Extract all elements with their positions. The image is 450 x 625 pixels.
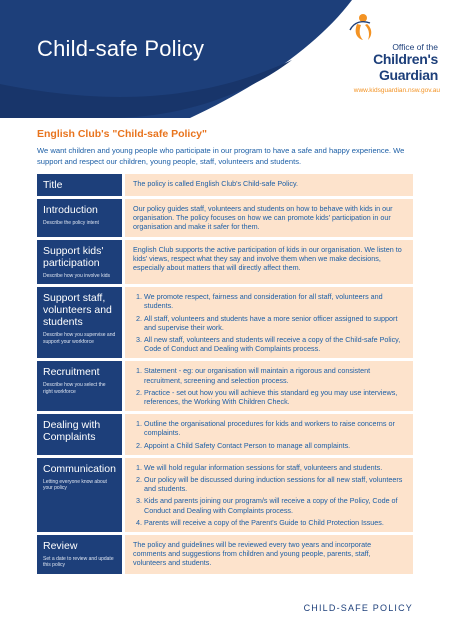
row-subtitle: Describe the policy intent bbox=[43, 220, 99, 226]
policy-row bbox=[37, 535, 413, 574]
logo-text-office: Office of the bbox=[392, 42, 438, 52]
row-content-cell bbox=[125, 535, 413, 574]
row-subtitle: Describe how you involve kids bbox=[43, 272, 110, 279]
row-title: Recruitment bbox=[43, 366, 100, 379]
logo-text-childrens: Children's bbox=[373, 51, 438, 67]
row-text: Our policy guides staff, volunteers and students on how to behave with kids in our organisation. The policy focuses on how we can promote kids' participation in our organisation and make it safer for them. bbox=[133, 204, 393, 232]
row-text: English Club supports the active participation of kids in our organisation. We listen to kids' views, respect what they say and involve them when we make decisions, especially about matters that will directly affect them. bbox=[133, 244, 402, 273]
row-subtitle: Describe how you supervise and support your workforce bbox=[43, 332, 116, 345]
row-content-cell bbox=[125, 287, 413, 358]
row-subtitle: Letting everyone know about your policy bbox=[43, 478, 107, 492]
row-list bbox=[133, 419, 405, 450]
policy-row bbox=[37, 199, 413, 237]
policy-row bbox=[37, 361, 413, 411]
row-label-cell bbox=[37, 287, 122, 358]
list-item: 2. All staff, volunteers and students have a more senior officer assigned to support and supervise their work. bbox=[144, 314, 405, 332]
policy-intro-text: We want children and young people who participate in our program to have a safe and happy experience. We support and respect our children, young people, staff, volunteers and students. bbox=[37, 146, 405, 166]
policy-row bbox=[37, 287, 413, 358]
row-subtitle: Describe how you select the right workforce bbox=[43, 382, 106, 395]
row-title: Support staff, volunteers and students bbox=[43, 292, 112, 329]
row-label-cell bbox=[37, 535, 122, 574]
list-item: 1. Statement - eg: our organisation will maintain a rigorous and consistent recruitment, screening and selection process. bbox=[144, 366, 405, 384]
row-list bbox=[133, 463, 405, 527]
row-content-cell bbox=[125, 458, 413, 532]
row-label-cell bbox=[37, 199, 122, 237]
row-content-cell bbox=[125, 361, 413, 411]
row-title: Introduction bbox=[43, 204, 98, 216]
row-label-cell bbox=[37, 240, 122, 285]
page-title: Child-safe Policy bbox=[37, 36, 205, 61]
row-title: Dealing with Complaints bbox=[43, 419, 101, 444]
list-item: 3. Kids and parents joining our program/s will receive a copy of the Policy, Code of Conduct and Dealing with Complaints process. bbox=[144, 496, 405, 514]
list-item: 2. Practice - set out how you will achieve this standard eg you may use interviews, references, the Working With Children Check. bbox=[144, 388, 405, 406]
row-list bbox=[133, 366, 405, 406]
row-title: Support kids' participation bbox=[43, 244, 104, 269]
row-label-cell bbox=[37, 361, 122, 411]
row-text: The policy is called English Club's Child-safe Policy. bbox=[133, 179, 299, 188]
child-figure-logo-icon bbox=[346, 12, 382, 42]
policy-row bbox=[37, 174, 413, 196]
row-subtitle: Set a date to review and update this policy bbox=[43, 555, 114, 569]
row-content-cell bbox=[125, 414, 413, 455]
policy-row bbox=[37, 458, 413, 532]
row-content-cell bbox=[125, 174, 413, 196]
office-of-childrens-guardian-logo bbox=[346, 12, 446, 92]
list-item: 1. We promote respect, fairness and consideration for all staff, volunteers and students. bbox=[144, 292, 405, 310]
row-title: Title bbox=[43, 179, 63, 191]
row-text: The policy and guidelines will be reviewed every two years and incorporate comments and suggestions from children and young people, parents, staff, volunteers and students. bbox=[133, 539, 372, 568]
policy-heading: English Club's "Child-safe Policy" bbox=[37, 128, 207, 140]
row-label-cell bbox=[37, 174, 122, 196]
footer-label: CHILD-SAFE POLICY bbox=[303, 603, 413, 613]
row-title: Review bbox=[43, 539, 78, 552]
list-item: 1. We will hold regular information sessions for staff, volunteers and students. bbox=[144, 463, 405, 472]
website-link[interactable]: www.kidsguardian.nsw.gov.au bbox=[353, 87, 440, 94]
list-item: 1. Outline the organisational procedures for kids and workers to raise concerns or complaints. bbox=[144, 419, 405, 437]
policy-row bbox=[37, 414, 413, 455]
header-banner bbox=[0, 0, 450, 118]
row-label-cell bbox=[37, 458, 122, 532]
row-label-cell bbox=[37, 414, 122, 455]
logo-text-guardian: Guardian bbox=[378, 67, 438, 83]
row-content-cell bbox=[125, 240, 413, 285]
list-item: 2. Our policy will be discussed during induction sessions for all new staff, volunteers and students. bbox=[144, 475, 405, 493]
list-item: 2. Appoint a Child Safety Contact Person to manage all complaints. bbox=[144, 441, 405, 450]
row-list bbox=[133, 292, 405, 353]
policy-table bbox=[37, 174, 413, 577]
list-item: 3. All new staff, volunteers and students will receive a copy of the Child-safe Policy, Code of Conduct and Dealing with Complaints process. bbox=[144, 335, 405, 353]
list-item: 4. Parents will receive a copy of the Parent's Guide to Child Protection Issues. bbox=[144, 518, 405, 527]
row-content-cell bbox=[125, 199, 413, 237]
row-title: Communication bbox=[43, 462, 116, 475]
policy-row bbox=[37, 240, 413, 285]
